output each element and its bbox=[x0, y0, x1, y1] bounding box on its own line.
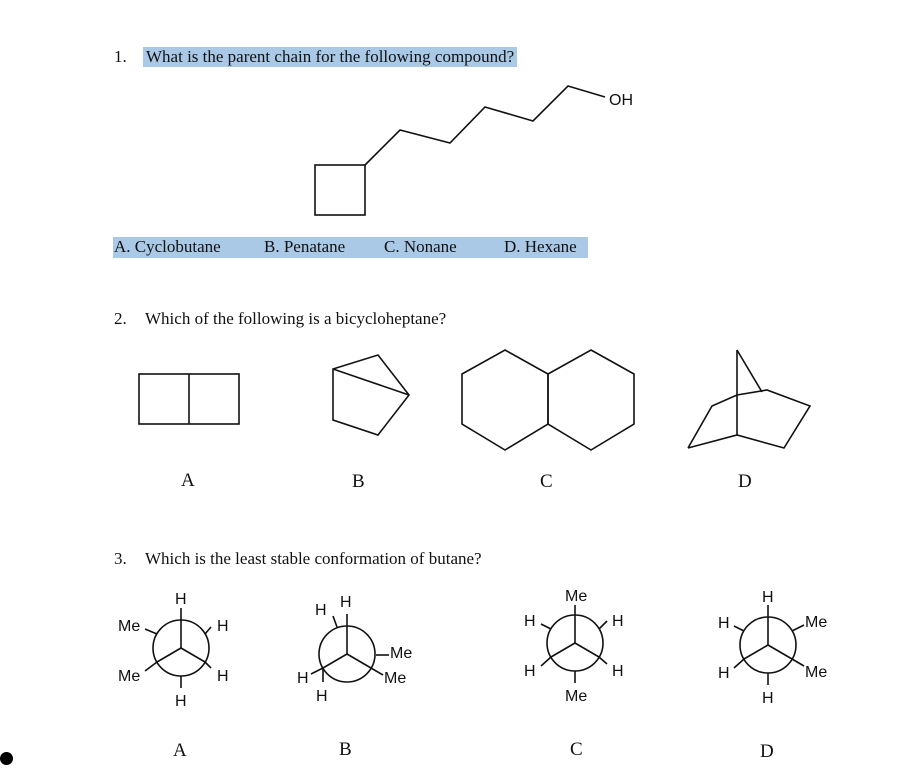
q1-option-d-letter: D. bbox=[504, 237, 521, 256]
newman-substituent-label: H bbox=[524, 613, 536, 630]
q3-option-b[interactable]: B bbox=[339, 739, 352, 760]
newman-substituent-label: H bbox=[718, 665, 730, 682]
newman-substituent-label: H bbox=[316, 688, 328, 705]
q2-question-text: Which of the following is a bicycloheptane? bbox=[145, 309, 447, 328]
q3-option-c[interactable]: C bbox=[570, 739, 583, 760]
newman-substituent-label: H bbox=[217, 618, 229, 635]
q2-option-c[interactable]: C bbox=[540, 471, 553, 492]
newman-substituent-label: H bbox=[718, 615, 730, 632]
q1-number: 1. bbox=[114, 47, 127, 66]
q1-option-b-text: Penatane bbox=[283, 237, 346, 256]
q3-number: 3. bbox=[114, 549, 127, 568]
newman-substituent-label: H bbox=[175, 591, 187, 608]
q3-question-text: Which is the least stable conformation of butane? bbox=[145, 549, 482, 568]
q2-option-d[interactable]: D bbox=[738, 471, 752, 492]
newman-substituent-label: H bbox=[612, 663, 624, 680]
newman-substituent-label: H bbox=[762, 589, 774, 606]
newman-substituent-label: H bbox=[524, 663, 536, 680]
q1-option-c-letter: C. bbox=[384, 237, 400, 256]
q1-question-text: What is the parent chain for the following compound? bbox=[143, 47, 517, 67]
newman-substituent-label: Me bbox=[390, 645, 413, 662]
q2-option-a[interactable]: A bbox=[181, 470, 195, 491]
newman-substituent-label: Me bbox=[118, 668, 141, 685]
newman-b bbox=[297, 594, 412, 705]
q1-option-d-text: Hexane bbox=[524, 237, 577, 256]
newman-substituent-label: H bbox=[217, 668, 229, 685]
hydroxyl-label: OH bbox=[609, 92, 633, 109]
q1-option-a-letter: A. bbox=[114, 237, 131, 256]
newman-substituent-label: Me bbox=[805, 664, 828, 681]
newman-a bbox=[118, 591, 229, 710]
q1-option-a-text: Cyclobutane bbox=[134, 237, 221, 256]
newman-d bbox=[718, 589, 827, 707]
q1-option-b-letter: B. bbox=[264, 237, 280, 256]
q3-option-a[interactable]: A bbox=[173, 740, 187, 761]
q1-option-c-text: Nonane bbox=[403, 237, 457, 256]
newman-substituent-label: H bbox=[762, 690, 774, 707]
q2-option-b[interactable]: B bbox=[352, 471, 365, 492]
newman-substituent-label: H bbox=[612, 613, 624, 630]
newman-substituent-label: H bbox=[297, 670, 309, 687]
newman-substituent-label: H bbox=[340, 594, 352, 611]
bullet-dot-icon bbox=[0, 752, 13, 765]
newman-substituent-label: Me bbox=[565, 688, 588, 705]
newman-substituent-label: Me bbox=[565, 588, 588, 605]
newman-substituent-label: Me bbox=[118, 618, 141, 635]
newman-substituent-label: Me bbox=[805, 614, 828, 631]
newman-substituent-label: H bbox=[315, 602, 327, 619]
newman-substituent-label: Me bbox=[384, 670, 407, 687]
q2-number: 2. bbox=[114, 309, 127, 328]
newman-c bbox=[524, 588, 624, 705]
q3-option-d[interactable]: D bbox=[760, 741, 774, 762]
newman-substituent-label: H bbox=[175, 693, 187, 710]
